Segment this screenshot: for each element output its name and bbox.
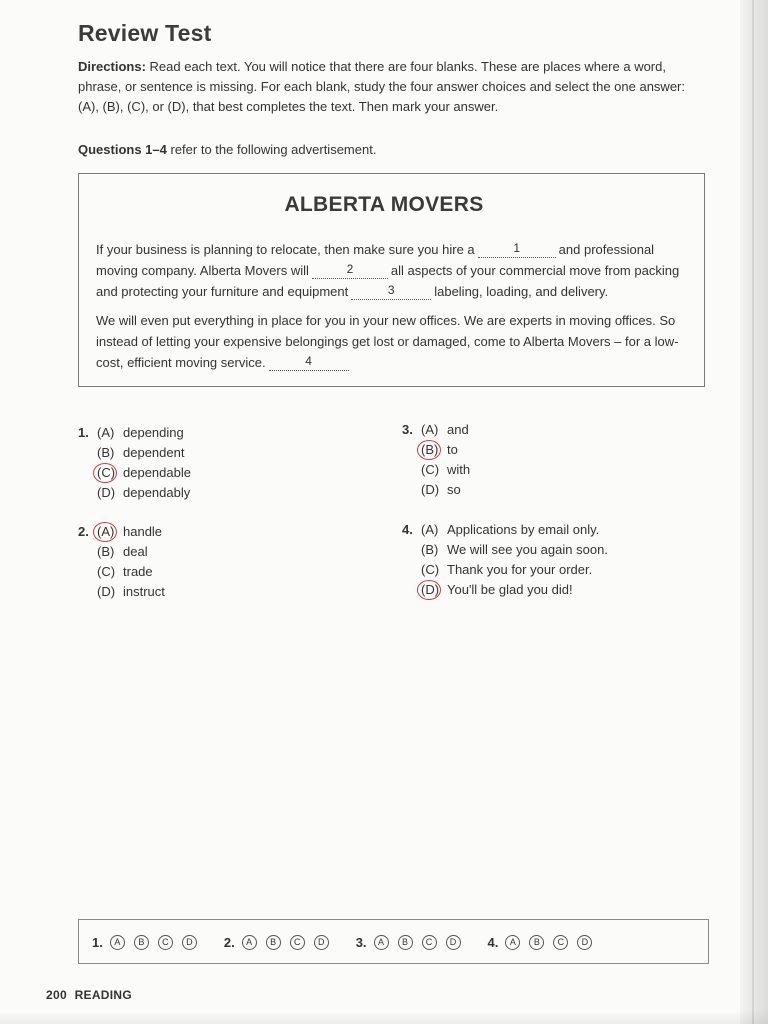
- blank-4: 4: [269, 356, 349, 371]
- answer-bubble-1b[interactable]: B: [134, 935, 149, 950]
- page-number: 200: [46, 988, 67, 1002]
- question-number: 3.: [402, 422, 413, 437]
- question-number: 1.: [78, 425, 89, 440]
- answer-group-1: 1. A B C D: [92, 935, 206, 950]
- page-footer: [46, 988, 132, 1002]
- advertisement-paragraph-2: [96, 310, 688, 373]
- answer-bubble-2d[interactable]: D: [314, 935, 329, 950]
- option-d[interactable]: (D) dependably: [97, 485, 191, 500]
- question-number: 4.: [402, 522, 413, 537]
- option-b[interactable]: (B) deal: [97, 544, 148, 559]
- questions-reference-text: refer to the following advertisement.: [170, 142, 377, 157]
- answer-bubble-4d[interactable]: D: [577, 935, 592, 950]
- option-c[interactable]: (C) with: [421, 462, 471, 477]
- ad-text-segment: and professional moving company. Alberta Movers will: [96, 242, 655, 278]
- directions-label: Directions:: [78, 59, 146, 74]
- option-a[interactable]: (A) depending: [97, 425, 184, 440]
- ad-text-segment: If your business is planning to relocate, then make sure you hire a: [96, 242, 475, 257]
- answer-group-4: 4. A B C D: [488, 935, 602, 950]
- blank-2: 2: [312, 264, 388, 279]
- page-title: Review Test: [78, 20, 212, 46]
- option-d[interactable]: (D) instruct: [97, 584, 165, 599]
- answer-bubble-1a[interactable]: A: [110, 935, 125, 950]
- advertisement-paragraph-1: [96, 239, 696, 302]
- answer-bubble-2b[interactable]: B: [266, 935, 281, 950]
- answer-group-3: 3. A B C D: [356, 935, 470, 950]
- page-edge: [740, 0, 768, 1024]
- option-c-marked[interactable]: (C) dependable: [78, 463, 191, 483]
- questions-reference-label: Questions 1–4: [78, 142, 167, 157]
- option-a[interactable]: (A) Applications by email only.: [421, 522, 600, 537]
- option-d-marked[interactable]: (D) You'll be glad you did!: [402, 580, 608, 600]
- directions: [78, 57, 698, 117]
- option-a-marked[interactable]: (A) handle: [78, 522, 165, 542]
- ad-text-segment: labeling, loading, and delivery.: [434, 284, 609, 299]
- answer-bubble-1d[interactable]: D: [182, 935, 197, 950]
- option-a[interactable]: (A) and: [421, 422, 469, 437]
- answer-bubble-3d[interactable]: D: [446, 935, 461, 950]
- answer-bubble-3c[interactable]: C: [422, 935, 437, 950]
- answer-bubble-4c[interactable]: C: [553, 935, 568, 950]
- section-name: READING: [74, 988, 132, 1002]
- blank-3: 3: [351, 285, 431, 300]
- question-number: 2.: [78, 524, 89, 539]
- ad-text-segment: We will even put everything in place for you in your new offices. We are experts in moving offices. So instead of letting your expensive belongings get lost or damaged, come to Alberta Movers – for a low-cost, efficient moving service.: [96, 313, 679, 370]
- option-d[interactable]: (D) so: [421, 482, 461, 497]
- question-1: [78, 423, 191, 503]
- blank-1: 1: [478, 243, 556, 258]
- option-b[interactable]: (B) We will see you again soon.: [421, 542, 608, 557]
- questions-reference: [78, 142, 376, 157]
- answer-bubble-4b[interactable]: B: [529, 935, 544, 950]
- answer-sheet: [92, 932, 619, 952]
- option-c[interactable]: (C) Thank you for your order.: [421, 562, 593, 577]
- option-b-marked[interactable]: (B) to: [402, 440, 470, 460]
- answer-bubble-2c[interactable]: C: [290, 935, 305, 950]
- option-c[interactable]: (C) trade: [97, 564, 153, 579]
- directions-text: Read each text. You will notice that there are four blanks. These are places where a word, phrase, or sentence is missing. For each blank, study the four answer choices and select the one answer: (A), (B), (C), or (D), that best completes the text. Then mark your answer.: [78, 59, 685, 114]
- question-4: [402, 520, 608, 600]
- answer-bubble-3b[interactable]: B: [398, 935, 413, 950]
- answer-bubble-2a[interactable]: A: [242, 935, 257, 950]
- advertisement-title: ALBERTA MOVERS: [284, 193, 484, 216]
- ad-text-segment: all aspects of your commercial move from packing and protecting your furniture and equipment: [96, 263, 680, 299]
- answer-bubble-3a[interactable]: A: [374, 935, 389, 950]
- question-3: [402, 420, 470, 500]
- option-b[interactable]: (B) dependent: [97, 445, 185, 460]
- answer-group-2: 2. A B C D: [224, 935, 338, 950]
- page-shadow: [0, 1010, 768, 1024]
- answer-bubble-4a[interactable]: A: [505, 935, 520, 950]
- answer-bubble-1c[interactable]: C: [158, 935, 173, 950]
- question-2: [78, 522, 165, 602]
